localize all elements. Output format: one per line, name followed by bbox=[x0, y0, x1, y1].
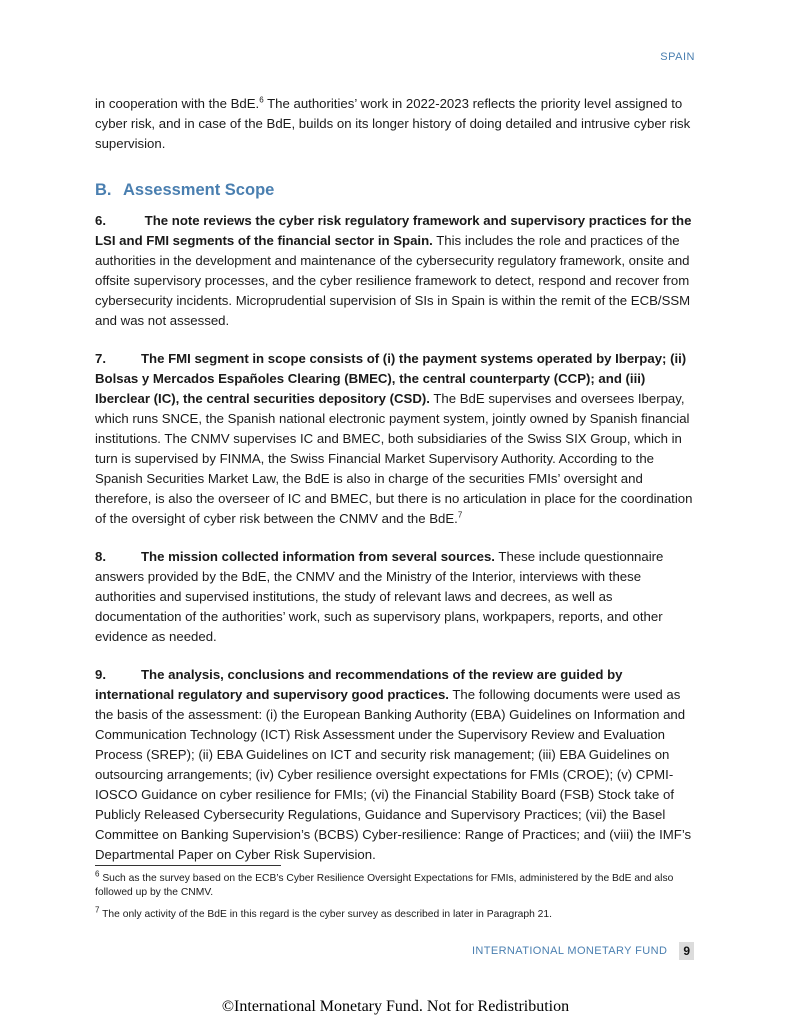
intro-text: in cooperation with the BdE. bbox=[95, 96, 260, 111]
footnotes bbox=[95, 869, 695, 930]
footnote-text: The only activity of the BdE in this regard is the cyber survey as described in later in Paragraph 21. bbox=[99, 909, 552, 920]
footnote-7 bbox=[95, 905, 695, 922]
intro-text-continued: The authorities’ work in 2022-2023 reflects the priority level assigned to cyber risk, and in case of the BdE, builds on its longer history of doing detailed and intrusive cyber risk supervision. bbox=[95, 96, 691, 151]
paragraph-6 bbox=[95, 211, 695, 331]
footnote-6 bbox=[95, 869, 695, 900]
paragraph-lead: The FMI segment in scope consists of (i) the payment systems operated by Iberpay; (ii) Bolsas y Mercados Españoles Clearing (BMEC), the central counterparty (CCP); and (iii) Iberclear (IC), the central securities depository (CSD). bbox=[95, 351, 687, 406]
intro-paragraph bbox=[95, 94, 695, 154]
paragraph-number: 8. bbox=[95, 549, 106, 564]
section-title: Assessment Scope bbox=[123, 181, 275, 199]
footnote-number: 7 bbox=[95, 905, 100, 915]
paragraph-lead: The note reviews the cyber risk regulatory framework and supervisory practices for the LSI and FMI segments of the financial sector in Spain. bbox=[95, 213, 692, 248]
paragraph-number: 7. bbox=[95, 351, 106, 366]
footnote-ref[interactable]: 7 bbox=[457, 510, 463, 520]
page-footer bbox=[472, 942, 694, 960]
paragraph-body: This includes the role and practices of the authorities in the development and maintenance of the cybersecurity regulatory framework, onsite and offsite supervisory processes, and the cyber resilience framework to detect, respond and recover from cybersecurity incidents. Microprudential supervision of SIs in Spain is within the remit of the ECB/SSM and was not assessed. bbox=[95, 233, 691, 328]
footnote-ref[interactable]: 6 bbox=[259, 95, 264, 105]
footnote-text: Such as the survey based on the ECB’s Cyber Resilience Oversight Expectations for FMIs, administered by the BdE and also followed up by the CNMV. bbox=[95, 873, 674, 898]
copyright-notice: ©International Monetary Fund. Not for Redistribution bbox=[221, 998, 570, 1015]
footnote-number: 6 bbox=[95, 869, 100, 879]
section-letter: B. bbox=[95, 181, 112, 199]
section-heading bbox=[95, 180, 695, 200]
page-number: 9 bbox=[679, 942, 694, 960]
paragraph-body: These include questionnaire answers provided by the BdE, the CNMV and the Ministry of the Interior, interviews with these authorities and supervised institutions, the study of relevant laws and decrees, as well as documentation of the authorities’ work, such as supervisory plans, workpapers, reports, and other evidence as needed. bbox=[95, 549, 664, 644]
paragraph-number: 9. bbox=[95, 667, 106, 682]
footer-organization: INTERNATIONAL MONETARY FUND bbox=[471, 945, 668, 957]
paragraph-lead: The analysis, conclusions and recommendations of the review are guided by international regulatory and supervisory good practices. bbox=[95, 667, 623, 702]
paragraph-8 bbox=[95, 547, 695, 647]
paragraph-9 bbox=[95, 665, 695, 865]
paragraph-body: The BdE supervises and oversees Iberpay, which runs SNCE, the Spanish national electronic payment system, jointly owned by Spanish financial institutions. The CNMV supervises IC and BMEC, both subsidiaries of the Swiss SIX Group, which in turn is supervised by FINMA, the Swiss Financial Market Supervisory Authority. According to the Spanish Securities Market Law, the BdE is also in charge of the securities FMIs’ oversight and therefore, is also the overseer of IC and BMEC, but there is no articulation in place for the coordination of the oversight of cyber risk between the CNMV and the BdE. bbox=[95, 391, 693, 526]
running-header: SPAIN bbox=[660, 51, 695, 63]
footnote-divider bbox=[95, 865, 281, 866]
paragraph-body: The following documents were used as the basis of the assessment: (i) the European Banking Authority (EBA) Guidelines on Information and Communication Technology (ICT) Risk Assessment under the Supervisory Review and Evaluation Process (SREP); (ii) EBA Guidelines on ICT and security risk management; (iii) EBA Guidelines on outsourcing arrangements; (iv) Cyber resilience oversight expectations for FMIs (CROE); (v) CPMI-IOSCO Guidance on cyber resilience for FMIs; (vi) the Financial Stability Board (FSB) Stock take of Publicly Released Cybersecurity Regulations, Guidance and Supervisory Practices; (vii) the Basel Committee on Banking Supervision’s (BCBS) Cyber-resilience: Range of Practices; and (viii) the IMF’s Departmental Paper on Cyber Risk Supervision. bbox=[95, 687, 692, 862]
paragraph-lead: The mission collected information from several sources. bbox=[141, 549, 495, 564]
paragraph-7 bbox=[95, 349, 695, 529]
body-content bbox=[95, 94, 695, 883]
paragraph-number: 6. bbox=[95, 213, 106, 228]
